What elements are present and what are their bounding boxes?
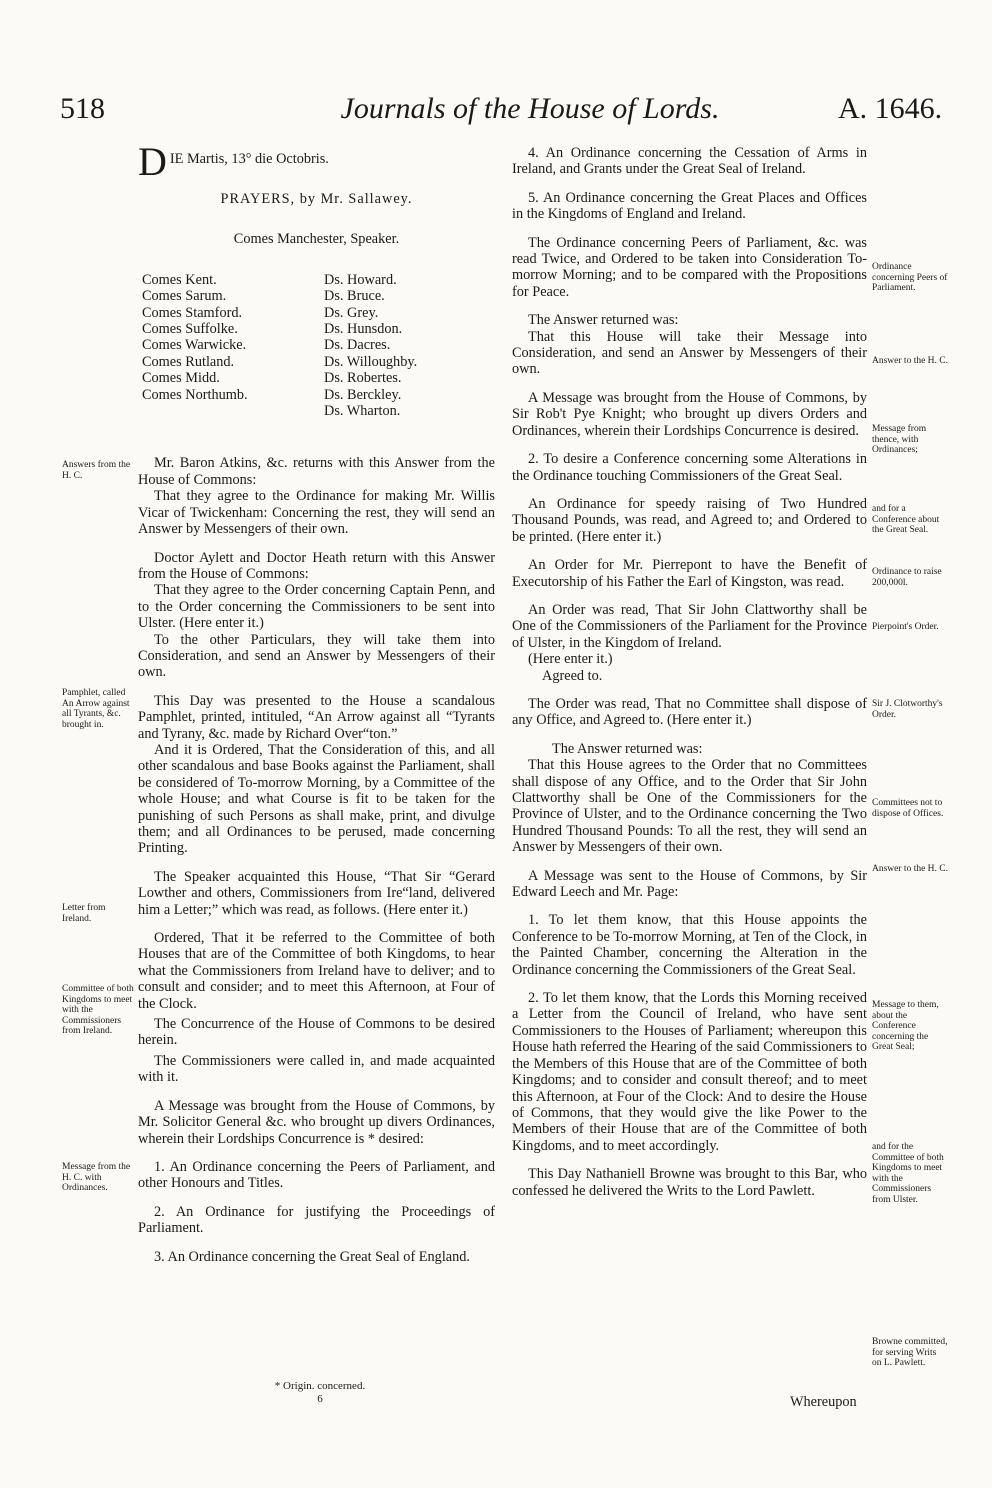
prayers-line: PRAYERS, by Mr. Sallawey. (220, 191, 413, 207)
margin-note: Message to them, about the Conference concerning the Great Seal; (872, 1000, 939, 1052)
paragraph: That they agree to the Order concerning Captain Penn, and to the Order concerning the Commissioners to be sent into Ulster. (Here enter it.) (138, 582, 495, 632)
roll-entry: Comes Suffolke. (142, 321, 238, 338)
paragraph: This Day was presented to the House a scandalous Pamphlet, printed, intituled, “An Arrow against all “Tyrants and Tyrany, &c. made by Richard Over“ton.” (138, 692, 495, 742)
margin-note: and for a Conference about the Great Seal. (872, 504, 940, 535)
paragraph: 2. To let them know, that the Lords this Morning received a Letter from the Council of Ireland, who have sent Commissioners to the Houses of Parliament; whereupon this House hath referred the Hearing of the said Commissioners to the Members of this House that are of the Committee of both Kingdoms; and to consider and consult thereof; and to meet this Afternoon, at Four of the Clock: And to desire the House of Commons, that they would give the like Power to the Members of their House that are of the Committee of both Kingdoms, and to meet accordingly. (512, 990, 867, 1154)
margin-note: Sir J. Clotworthy's Order. (872, 699, 943, 720)
speaker-line: Comes Manchester, Speaker. (233, 231, 400, 248)
attendance-roll (142, 272, 495, 420)
paragraph: Mr. Baron Atkins, &c. returns with this Answer from the House of Commons: (138, 455, 495, 488)
page-number: 518 (60, 92, 105, 125)
paragraph: An Order was read, That Sir John Clattworthy shall be One of the Commissioners of the Parliament for the Province of Ulster, in the Kingdom of Ireland. (512, 601, 867, 651)
margin-note: Message from thence, with Ordinances; (872, 424, 927, 455)
margin-note: Letter from Ireland. (62, 903, 106, 924)
roll-entry: Comes Midd. (142, 370, 220, 387)
right-column (512, 145, 867, 1199)
roll-entry: Ds. Willoughby. (324, 353, 418, 370)
roll-entry: Ds. Bruce. (324, 288, 385, 305)
paragraph: A Message was brought from the House of Commons, by Mr. Solicitor General &c. who brought up divers Ordinances, wherein their Lordships Concurrence is * desired: (138, 1097, 495, 1147)
paragraph: And it is Ordered, That the Consideration of this, and all other scandalous and base Books against the Parliament, shall be considered of To-morrow Morning, by a Committee of the whole House; and what Course is fit to be taken for the punishing of such Persons as shall make, print, and divulge them; and all Ordinances to be perused, made concerning Printing. (138, 741, 495, 857)
paragraph: 3. An Ordinance concerning the Great Seal of England. (154, 1248, 471, 1265)
date-line (138, 139, 495, 184)
footnote: * Origin. concerned. (274, 1380, 366, 1392)
drop-cap: D (138, 139, 167, 184)
roll-entry: Comes Kent. (142, 271, 217, 288)
margin-note: Committees not to dispose of Offices. (872, 798, 944, 819)
roll-entry: Ds. Hunsdon. (324, 321, 403, 338)
paragraph: The Ordinance concerning Peers of Parliament, &c. was read Twice, and Ordered to be taken into Consideration To-morrow Morning; and to be compared with the Propositions for Peace. (512, 234, 867, 300)
paragraph: Ordered, That it be referred to the Committee of both Houses that are of the Committee of both Kingdoms, to hear what the Commissioners from Ireland have to deliver; and to consult and consider; and to meet this Afternoon, at Four of the Clock. (138, 930, 495, 1012)
roll-entry: Comes Stamford. (142, 304, 243, 321)
margin-note: and for the Committee of both Kingdoms to meet with the Commissioners from Ulster. (872, 1142, 944, 1205)
paragraph: To the other Particulars, they will take them into Consideration, and send an Answer by Messengers of their own. (138, 631, 495, 681)
paragraph: The Order was read, That no Committee shall dispose of any Office, and Agreed to. (Here enter it.) (512, 695, 867, 729)
roll-entry: Ds. Howard. (324, 271, 397, 288)
roll-entry: Ds. Wharton. (324, 403, 401, 420)
paragraph: The Speaker acquainted this House, “That Sir “Gerard Lowther and others, Commissioners from Ire“land, delivered him a Letter;” which was read, as follows. (Here enter it.) (138, 868, 495, 918)
roll-comes (142, 272, 324, 420)
roll-entry: Ds. Robertes. (324, 370, 402, 387)
margin-note: Answers from the H. C. (62, 460, 131, 481)
margin-note: Ordinance to raise 200,000l. (872, 567, 942, 588)
signature-mark: 6 (317, 1393, 323, 1405)
paragraph: Agreed to. (542, 667, 603, 684)
margin-note: Pamphlet, called An Arrow against all Tyrants, &c. brought in. (62, 688, 130, 730)
paragraph: That they agree to the Ordinance for making Mr. Willis Vicar of Twickenham: Concerning the rest, they will send an Answer by Messengers of their own. (138, 488, 495, 538)
margin-note: Committee of both Kingdoms to meet with the Commissioners from Ireland. (62, 984, 134, 1036)
paragraph: The Answer returned was: (552, 740, 703, 757)
roll-entry: Comes Rutland. (142, 353, 235, 370)
paragraph: Doctor Aylett and Doctor Heath return with this Answer from the House of Commons: (138, 549, 495, 582)
year-heading: A. 1646. (838, 92, 943, 125)
paragraph: A Message was brought from the House of Commons, by Sir Rob't Pye Knight; who brought up divers Orders and Ordinances, wherein their Lordships Concurrence is desired. (512, 389, 867, 439)
margin-note: Answer to the H. C. (872, 356, 948, 366)
catchword: Whereupon (790, 1394, 857, 1410)
roll-entry: Ds. Dacres. (324, 337, 391, 354)
paragraph: The Answer returned was: (528, 312, 679, 329)
paragraph: An Order for Mr. Pierrepont to have the Benefit of Executorship of his Father the Earl of Kingston, was read. (512, 557, 867, 590)
paragraph: 2. An Ordinance for justifying the Proceedings of Parliament. (138, 1203, 495, 1237)
roll-entry: Comes Northumb. (142, 386, 248, 403)
roll-entry: Ds. Grey. (324, 304, 379, 321)
paragraph: 5. An Ordinance concerning the Great Places and Offices in the Kingdoms of England and Ireland. (512, 189, 867, 223)
paragraph: This Day Nathaniell Browne was brought to this Bar, who confessed he delivered the Writs to the Lord Pawlett. (512, 1166, 867, 1199)
running-title: Journals of the House of Lords. (340, 92, 720, 125)
paragraph: 2. To desire a Conference concerning some Alterations in the Ordinance touching Commissioners of the Great Seal. (512, 451, 867, 484)
paragraph: (Here enter it.) (528, 651, 613, 668)
margin-note: Browne committed, for serving Writs on L. Pawlett. (872, 1337, 948, 1368)
page-header (0, 92, 992, 132)
footnote-block (220, 1380, 420, 1406)
margin-note: Ordinance concerning Peers of Parliament. (872, 262, 948, 293)
roll-entry: Comes Warwicke. (142, 337, 247, 354)
paragraph: The Commissioners were called in, and made acquainted with it. (138, 1052, 495, 1086)
date-text: IE Martis, 13° die Octobris. (169, 151, 329, 167)
paragraph: That this House agrees to the Order that no Committees shall dispose of any Office, and to the Order that Sir John Clattworthy shall be One of the Commissioners for the Province of Ulster, and to the Ordinance concerning the Two Hundred Thousand Pounds: To all the rest, they will send an Answer by Messengers of their own. (512, 757, 867, 856)
paragraph: An Ordinance for speedy raising of Two Hundred Thousand Pounds, was read, and Agreed to; and Ordered to be printed. (Here enter it.) (512, 495, 867, 545)
left-column (138, 139, 495, 1265)
roll-entry: Comes Sarum. (142, 288, 227, 305)
paragraph: That this House will take their Message into Consideration, and send an Answer by Messengers of their own. (512, 328, 867, 378)
margin-note: Message from the H. C. with Ordinances. (62, 1162, 131, 1193)
roll-entry: Ds. Berckley. (324, 386, 402, 403)
paragraph: The Concurrence of the House of Commons to be desired herein. (138, 1016, 495, 1049)
paragraph: 1. An Ordinance concerning the Peers of Parliament, and other Honours and Titles. (138, 1158, 495, 1192)
paragraph: A Message was sent to the House of Commons, by Sir Edward Leech and Mr. Page: (512, 867, 867, 901)
paragraph: 4. An Ordinance concerning the Cessation of Arms in Ireland, and Grants under the Great Seal of Ireland. (512, 145, 867, 178)
margin-note: Pierpoint's Order. (872, 622, 939, 632)
paragraph: 1. To let them know, that this House appoints the Conference to be To-morrow Morning, at Ten of the Clock, in the Painted Chamber, concerning the Alteration in the Ordinance concerning the Commissioners of the Great Seal. (512, 912, 867, 978)
roll-ds (324, 272, 417, 420)
margin-note: Answer to the H. C. (872, 864, 948, 874)
